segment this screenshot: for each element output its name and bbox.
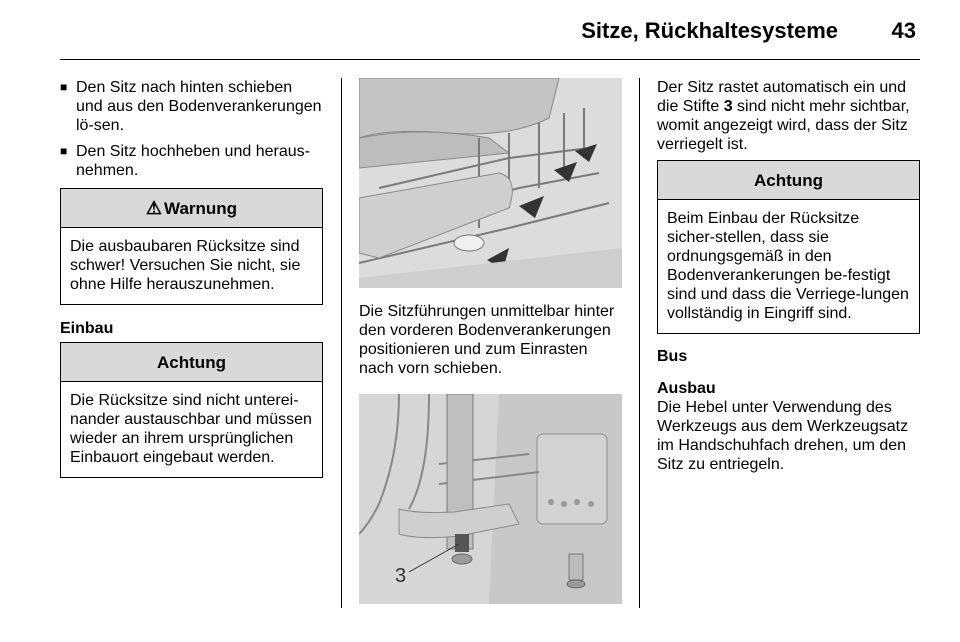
- seat-guides-illustration: [359, 78, 622, 288]
- warning-triangle-icon: ⚠: [145, 197, 163, 218]
- subsection-title-ausbau: Ausbau: [657, 380, 716, 397]
- bullet-square-icon: ■: [60, 144, 68, 158]
- page-title: Sitze, Rückhaltesysteme: [581, 18, 838, 43]
- warning-box: [60, 188, 323, 305]
- bullet-text: Den Sitz nach hinten schieben und aus den Bodenverankerungen lö-sen.: [76, 79, 322, 134]
- notice-title: Achtung: [157, 352, 226, 372]
- notice-text: Die Rücksitze sind nicht unterei-nander austauschbar und müssen wieder an ihrem ursprünglichen Einbauort eingebaut werden.: [70, 392, 312, 466]
- page-header: [0, 0, 960, 60]
- list-item: [60, 142, 323, 180]
- section-title-einbau: Einbau: [60, 320, 114, 337]
- pin-reference: 3: [723, 98, 733, 115]
- column-middle: [359, 78, 622, 604]
- callout-number: 3: [395, 565, 407, 587]
- column-left: [60, 78, 323, 478]
- column-divider: [639, 78, 640, 608]
- notice-text: Beim Einbau der Rücksitze sicher-stellen, dass sie ordnungsgemäß in den Bodenverankerungen be-festigt sind und dass die Verriege-lungen vollständig in Eingriff sind.: [667, 210, 909, 322]
- page-number: 43: [891, 18, 916, 43]
- figure-anchor-pins: [359, 394, 622, 604]
- warning-title: Warnung: [164, 198, 238, 218]
- notice-box-header: [658, 161, 919, 200]
- intro-paragraph: Der Sitz rastet automatisch ein und die Stifte 3 sind nicht mehr sichtbar, womit angezeigt wird, dass der Sitz verriegelt ist.: [657, 79, 910, 153]
- subsection-text: Die Hebel unter Verwendung des Werkzeugs aus dem Werkzeugsatz im Handschuhfach drehen, um den Sitz zu entriegeln.: [657, 399, 909, 473]
- list-item: [60, 78, 323, 135]
- anchor-pins-illustration: [359, 394, 622, 604]
- bullet-list: [60, 78, 323, 180]
- header-rule: [60, 59, 920, 60]
- column-divider: [341, 78, 342, 608]
- warning-text: Die ausbaubaren Rücksitze sind schwer! Versuchen Sie nicht, sie ohne Hilfe herauszunehmen.: [70, 238, 301, 293]
- figure-caption-text: Die Sitzführungen unmittelbar hinter den vorderen Bodenverankerungen positionieren und zum Einrasten nach vorn schieben.: [359, 303, 615, 377]
- notice-title: Achtung: [754, 170, 823, 190]
- column-right: [657, 78, 920, 474]
- section-title-bus: Bus: [657, 348, 688, 365]
- notice-box: [657, 160, 920, 334]
- bullet-square-icon: ■: [60, 80, 68, 94]
- notice-box: [60, 342, 323, 478]
- figure-seat-guides: [359, 78, 622, 288]
- notice-box-header: [61, 343, 322, 382]
- bullet-text: Den Sitz hochheben und heraus-nehmen.: [76, 143, 310, 179]
- warning-box-header: [61, 189, 322, 228]
